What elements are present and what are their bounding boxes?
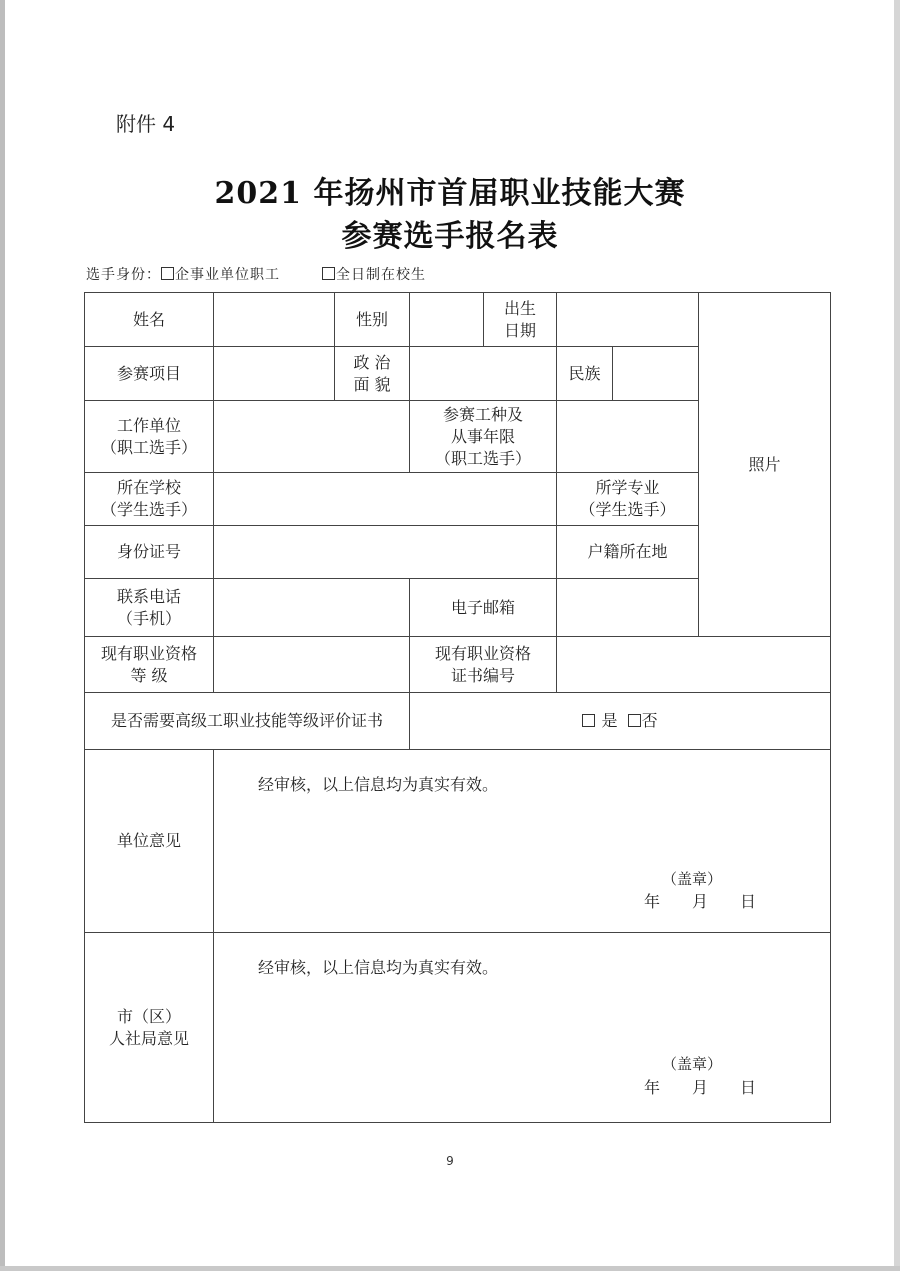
field-id-number[interactable] — [214, 526, 557, 579]
field-birth-date[interactable] — [557, 293, 699, 347]
label-name: 姓名 — [85, 293, 214, 347]
checkbox-yes[interactable] — [582, 714, 595, 727]
checkbox-employee[interactable] — [161, 267, 174, 280]
field-gender[interactable] — [410, 293, 484, 347]
identity-label: 选手身份： — [86, 267, 161, 283]
unit-date-line — [644, 891, 756, 913]
field-email[interactable] — [557, 579, 699, 637]
label-work-unit-line2: （职工选手） — [100, 437, 197, 457]
document-title: 2021 年扬州市首届职业技能大赛 — [214, 176, 686, 211]
page-edge-bottom — [0, 1266, 900, 1271]
label-work-type-line1: 参赛工种及 — [442, 404, 523, 424]
label-household: 户籍所在地 — [557, 526, 699, 579]
field-qualification-cert[interactable] — [557, 637, 831, 693]
label-school-line2: （学生选手） — [100, 500, 197, 519]
label-qual-level-line2: 等 级 — [130, 665, 168, 685]
field-ethnicity[interactable] — [613, 347, 699, 401]
field-political-status[interactable] — [410, 347, 557, 401]
label-phone-line2: （手机） — [116, 608, 181, 628]
bureau-date-line — [644, 1077, 756, 1099]
identity-option-employee: 企事业单位职工 — [175, 267, 280, 283]
bureau-date-year: 年 — [644, 1078, 661, 1097]
field-phone[interactable] — [214, 579, 410, 637]
label-major-line2: （学生选手） — [579, 500, 676, 519]
bureau-review-statement: 经审核，以上信息均为真实有效。 — [258, 958, 499, 977]
label-birth-date — [484, 293, 557, 347]
unit-opinion-area[interactable] — [214, 750, 831, 933]
label-phone-line1: 联系电话 — [116, 586, 181, 606]
label-work-type-line3: （职工选手） — [434, 448, 531, 468]
field-name[interactable] — [214, 293, 335, 347]
label-id-number: 身份证号 — [85, 526, 214, 579]
field-school[interactable] — [214, 473, 557, 526]
bureau-opinion-area[interactable] — [214, 933, 831, 1123]
attachment-label: 附件 4 — [116, 112, 176, 136]
label-birth-line2: 日期 — [503, 320, 536, 340]
label-email: 电子邮箱 — [410, 579, 557, 637]
unit-seal-label: （盖章） — [662, 870, 723, 888]
unit-review-statement: 经审核，以上信息均为真实有效。 — [258, 775, 499, 794]
label-major — [557, 473, 699, 526]
need-cert-options — [410, 693, 831, 750]
photo-area[interactable]: 照片 — [699, 293, 831, 637]
bureau-date-month: 月 — [692, 1078, 709, 1097]
label-political-status — [335, 347, 410, 401]
label-political-line2: 面 貌 — [353, 374, 391, 394]
label-project: 参赛项目 — [85, 347, 214, 401]
label-qual-level-line1: 现有职业资格 — [100, 643, 197, 663]
label-work-unit — [85, 401, 214, 473]
label-qualification-level — [85, 637, 214, 693]
identity-row — [86, 264, 426, 284]
label-phone — [85, 579, 214, 637]
checkbox-no[interactable] — [628, 714, 641, 727]
label-need-senior-cert: 是否需要高级工职业技能等级评价证书 — [85, 693, 410, 750]
option-yes: 是 — [601, 711, 618, 730]
page-number: 9 — [446, 1154, 454, 1168]
unit-date-month: 月 — [692, 892, 709, 911]
label-gender: 性别 — [335, 293, 410, 347]
label-bureau-line2: 人社局意见 — [108, 1028, 189, 1048]
label-school-line1: 所在学校 — [116, 478, 181, 497]
option-no: 否 — [641, 711, 658, 730]
field-work-type-years[interactable] — [557, 401, 699, 473]
label-bureau-line1: 市（区） — [116, 1006, 181, 1026]
label-bureau-opinion — [85, 933, 214, 1123]
label-political-line1: 政 治 — [353, 352, 391, 372]
label-work-unit-line1: 工作单位 — [116, 415, 181, 435]
label-work-type-years — [410, 401, 557, 473]
field-qualification-level[interactable] — [214, 637, 410, 693]
label-school — [85, 473, 214, 526]
label-qual-cert-line2: 证书编号 — [450, 665, 515, 685]
field-work-unit[interactable] — [214, 401, 410, 473]
label-major-line1: 所学专业 — [595, 478, 660, 497]
bureau-date-day: 日 — [740, 1078, 757, 1097]
label-unit-opinion: 单位意见 — [85, 750, 214, 933]
label-qualification-cert — [410, 637, 557, 693]
unit-date-day: 日 — [740, 892, 757, 911]
label-qual-cert-line1: 现有职业资格 — [434, 643, 531, 663]
label-birth-line1: 出生 — [503, 298, 536, 318]
registration-form-table — [84, 292, 831, 1123]
identity-option-student: 全日制在校生 — [336, 267, 426, 283]
bureau-seal-label: （盖章） — [662, 1055, 723, 1073]
document-subtitle: 参赛选手报名表 — [341, 219, 559, 254]
field-project[interactable] — [214, 347, 335, 401]
unit-date-year: 年 — [644, 892, 661, 911]
label-work-type-line2: 从事年限 — [450, 426, 515, 446]
checkbox-student[interactable] — [322, 267, 335, 280]
label-ethnicity: 民族 — [557, 347, 613, 401]
